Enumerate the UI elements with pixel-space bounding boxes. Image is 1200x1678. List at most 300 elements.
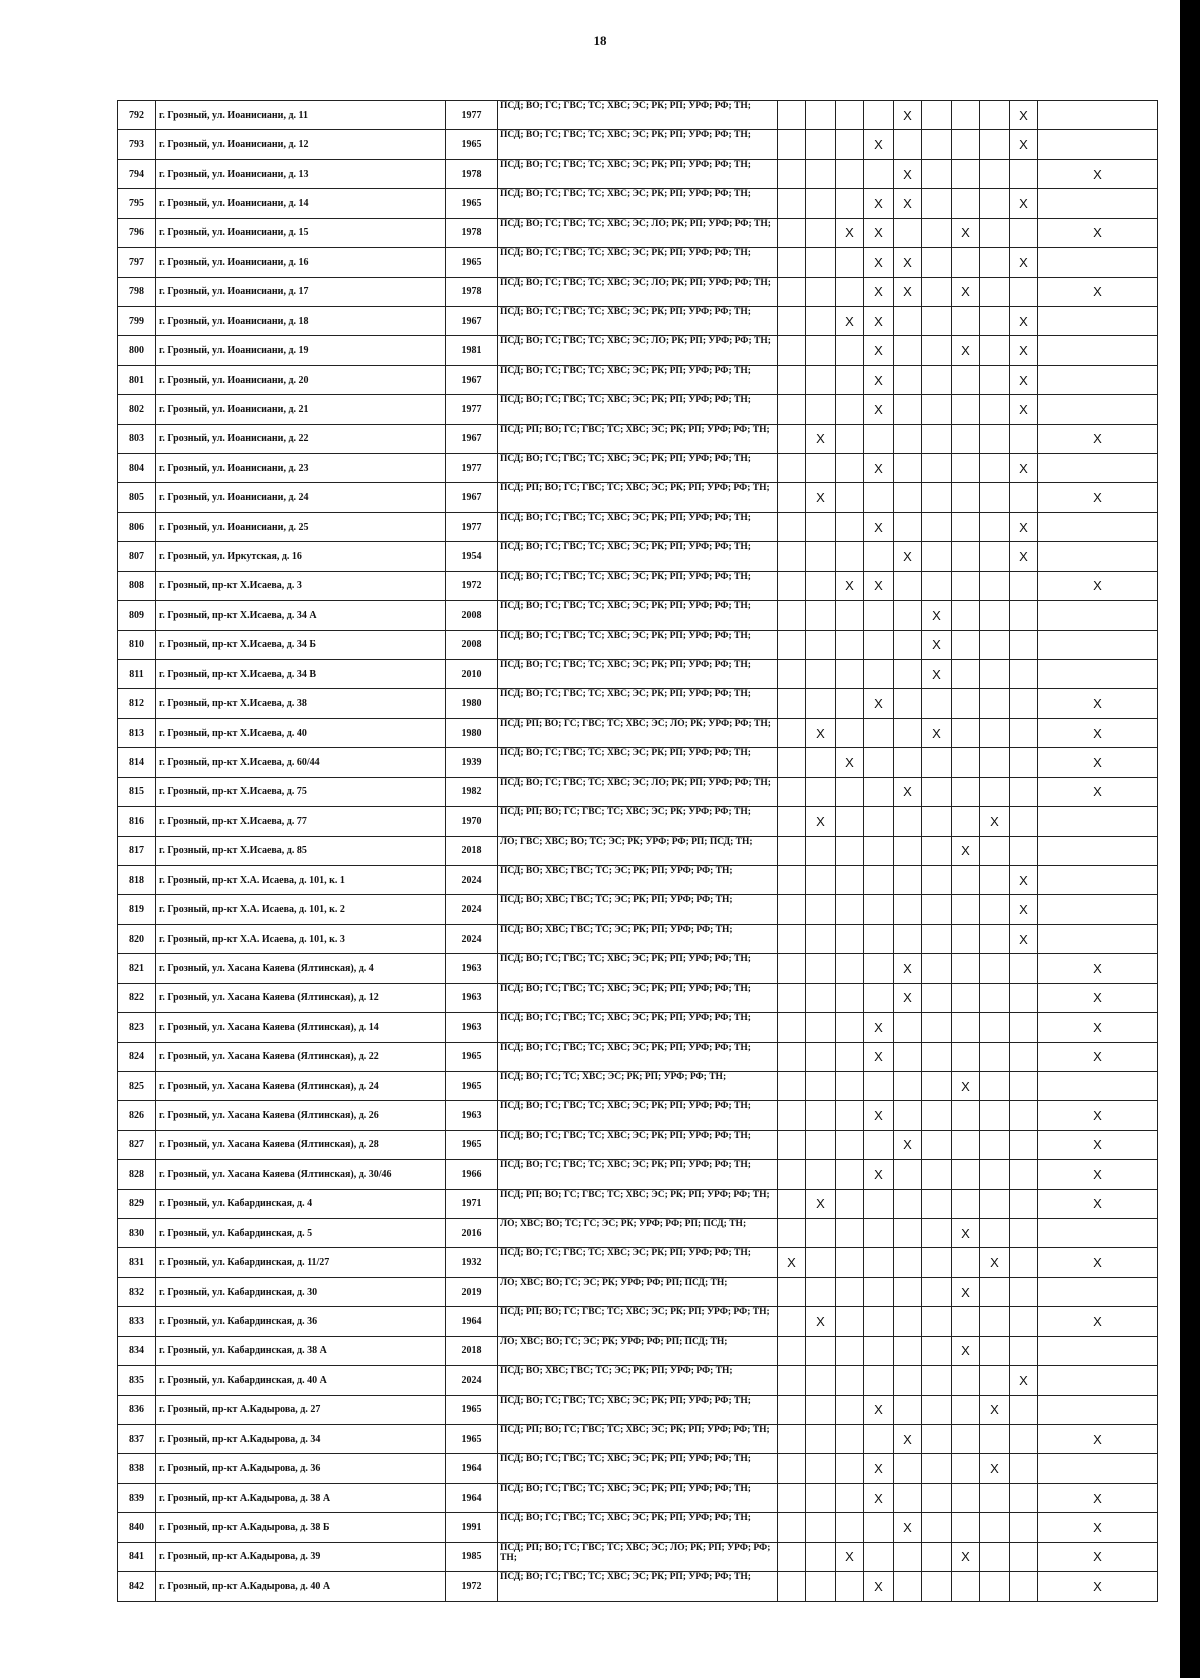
mark-cell [778,424,806,453]
address-cell: г. Грозный, ул. Иоанисиани, д. 24 [156,483,446,512]
mark-cell [1010,1071,1038,1100]
mark-cell [778,336,806,365]
mark-cell [952,159,980,188]
services-cell: ПСД; ВО; ГС; ГВС; ТС; ХВС; ЭС; РК; РП; УРФ; РФ; ТН; [498,306,778,335]
address-cell: г. Грозный, пр-кт А.Кадырова, д. 27 [156,1395,446,1424]
mark-cell: X [864,395,894,424]
mark-cell [836,1248,864,1277]
year-cell: 1971 [446,1189,498,1218]
address-cell: г. Грозный, ул. Иоанисиани, д. 11 [156,101,446,130]
mark-cell [778,571,806,600]
table-row [118,1101,1158,1130]
mark-cell [1010,718,1038,747]
year-cell: 1967 [446,365,498,394]
services-cell: ПСД; ВО; ХВС; ГВС; ТС; ЭС; РК; РП; УРФ; РФ; ТН; [498,1366,778,1395]
services-cell: ПСД; ВО; ГС; ГВС; ТС; ХВС; ЭС; РК; РП; УРФ; РФ; ТН; [498,1160,778,1189]
mark-cell [980,248,1010,277]
mark-cell: X [894,277,922,306]
table-row [118,1189,1158,1218]
services-cell: ПСД; ВО; ГС; ГВС; ТС; ХВС; ЭС; РК; РП; УРФ; РФ; ТН; [498,1130,778,1159]
services-cell: ПСД; ВО; ГС; ГВС; ТС; ХВС; ЭС; РК; РП; УРФ; РФ; ТН; [498,130,778,159]
mark-cell [1038,512,1158,541]
address-cell: г. Грозный, ул. Хасана Каяева (Ялтинская), д. 12 [156,983,446,1012]
year-cell: 1981 [446,336,498,365]
address-cell: г. Грозный, пр-кт Х.А. Исаева, д. 101, к. 3 [156,924,446,953]
mark-cell [778,954,806,983]
row-number: 833 [118,1307,156,1336]
mark-cell: X [894,248,922,277]
year-cell: 1978 [446,218,498,247]
mark-cell [980,571,1010,600]
services-cell: ПСД; ВО; ГС; ГВС; ТС; ХВС; ЭС; ЛО; РК; РП; УРФ; РФ; ТН; [498,336,778,365]
table-row [118,571,1158,600]
services-cell: ПСД; ВО; ГС; ТС; ХВС; ЭС; РК; РП; УРФ; РФ; ТН; [498,1071,778,1100]
services-cell: ПСД; ВО; ГС; ГВС; ТС; ХВС; ЭС; РК; РП; УРФ; РФ; ТН; [498,395,778,424]
address-cell: г. Грозный, ул. Кабардинская, д. 38 А [156,1336,446,1365]
mark-cell [952,777,980,806]
row-number: 822 [118,983,156,1012]
table-row [118,748,1158,777]
mark-cell: X [864,1013,894,1042]
mark-cell [980,865,1010,894]
year-cell: 1965 [446,1395,498,1424]
mark-cell [836,336,864,365]
services-cell: ПСД; ВО; ГС; ГВС; ТС; ХВС; ЭС; РК; РП; УРФ; РФ; ТН; [498,983,778,1012]
mark-cell [894,1101,922,1130]
mark-cell [980,777,1010,806]
mark-cell [1010,277,1038,306]
mark-cell [894,218,922,247]
mark-cell [1038,336,1158,365]
mark-cell [894,1042,922,1071]
mark-cell [922,454,952,483]
table-row [118,395,1158,424]
row-number: 808 [118,571,156,600]
mark-cell [806,277,836,306]
table-row [118,1071,1158,1100]
mark-cell [806,1336,836,1365]
services-cell: ЛО; ГВС; ХВС; ВО; ТС; ЭС; РК; УРФ; РФ; РП; ПСД; ТН; [498,836,778,865]
year-cell: 1966 [446,1160,498,1189]
mark-cell [836,1130,864,1159]
mark-cell [922,1042,952,1071]
mark-cell [894,1248,922,1277]
mark-cell [836,101,864,130]
address-cell: г. Грозный, пр-кт Х.Исаева, д. 75 [156,777,446,806]
mark-cell [922,1366,952,1395]
services-cell: ПСД; ВО; ГС; ГВС; ТС; ХВС; ЭС; РК; РП; УРФ; РФ; ТН; [498,454,778,483]
row-number: 812 [118,689,156,718]
table-row [118,218,1158,247]
mark-cell [778,1424,806,1453]
mark-cell [922,1542,952,1571]
table-row [118,1366,1158,1395]
mark-cell [922,130,952,159]
mark-cell [922,1219,952,1248]
mark-cell: X [952,1071,980,1100]
mark-cell [778,218,806,247]
mark-cell [980,601,1010,630]
year-cell: 2024 [446,865,498,894]
year-cell: 1964 [446,1307,498,1336]
mark-cell [922,424,952,453]
mark-cell [836,1160,864,1189]
services-cell: ПСД; РП; ВО; ГС; ГВС; ТС; ХВС; ЭС; РК; РП; УРФ; РФ; ТН; [498,424,778,453]
mark-cell [836,1277,864,1306]
mark-cell [980,1513,1010,1542]
mark-cell: X [806,1307,836,1336]
mark-cell [806,365,836,394]
mark-cell [806,954,836,983]
mark-cell: X [1010,336,1038,365]
mark-cell [836,865,864,894]
table-row [118,483,1158,512]
year-cell: 2024 [446,924,498,953]
mark-cell [1038,395,1158,424]
table-body [118,101,1158,1602]
mark-cell [806,836,836,865]
address-cell: г. Грозный, пр-кт А.Кадырова, д. 38 А [156,1483,446,1512]
mark-cell [836,483,864,512]
row-number: 792 [118,101,156,130]
address-cell: г. Грозный, ул. Кабардинская, д. 4 [156,1189,446,1218]
row-number: 807 [118,542,156,571]
mark-cell [836,365,864,394]
table-row [118,1395,1158,1424]
mark-cell [806,1366,836,1395]
services-cell: ПСД; РП; ВО; ГС; ГВС; ТС; ХВС; ЭС; РК; РП; УРФ; РФ; ТН; [498,483,778,512]
year-cell: 1980 [446,718,498,747]
address-cell: г. Грозный, ул. Иоанисиани, д. 13 [156,159,446,188]
year-cell: 2018 [446,836,498,865]
address-cell: г. Грозный, ул. Иркутская, д. 16 [156,542,446,571]
table-row [118,954,1158,983]
services-cell: ПСД; ВО; ГС; ГВС; ТС; ХВС; ЭС; ЛО; РК; РП; УРФ; РФ; ТН; [498,277,778,306]
mark-cell: X [836,218,864,247]
mark-cell [922,1572,952,1601]
mark-cell [778,1189,806,1218]
mark-cell [952,1101,980,1130]
year-cell: 1965 [446,1424,498,1453]
mark-cell: X [864,248,894,277]
mark-cell: X [1038,1130,1158,1159]
mark-cell [1010,571,1038,600]
row-number: 809 [118,601,156,630]
mark-cell [1038,248,1158,277]
mark-cell [980,159,1010,188]
mark-cell [922,159,952,188]
mark-cell [952,483,980,512]
year-cell: 1978 [446,159,498,188]
services-cell: ПСД; ВО; ГС; ГВС; ТС; ХВС; ЭС; РК; РП; УРФ; РФ; ТН; [498,954,778,983]
mark-cell [806,1572,836,1601]
mark-cell: X [864,189,894,218]
mark-cell [1038,807,1158,836]
row-number: 840 [118,1513,156,1542]
mark-cell [864,895,894,924]
mark-cell [980,277,1010,306]
mark-cell [778,1101,806,1130]
mark-cell [836,1042,864,1071]
mark-cell [894,424,922,453]
mark-cell: X [864,1101,894,1130]
year-cell: 1977 [446,101,498,130]
mark-cell [806,1160,836,1189]
mark-cell [1038,306,1158,335]
mark-cell [1038,1366,1158,1395]
mark-cell: X [1038,954,1158,983]
mark-cell [1010,601,1038,630]
mark-cell [836,1513,864,1542]
mark-cell [980,689,1010,718]
mark-cell: X [1038,159,1158,188]
table-row [118,1454,1158,1483]
row-number: 841 [118,1542,156,1571]
mark-cell [980,189,1010,218]
mark-cell [980,483,1010,512]
mark-cell [1010,777,1038,806]
mark-cell: X [806,718,836,747]
mark-cell [778,130,806,159]
mark-cell [1010,689,1038,718]
year-cell: 2019 [446,1277,498,1306]
mark-cell [980,836,1010,865]
mark-cell [1010,748,1038,777]
mark-cell [980,748,1010,777]
housing-table [117,100,1158,1602]
scan-edge-bar [1180,0,1200,1678]
mark-cell [836,660,864,689]
mark-cell [864,1071,894,1100]
mark-cell [806,983,836,1012]
address-cell: г. Грозный, пр-кт Х.Исаева, д. 34 А [156,601,446,630]
mark-cell [922,865,952,894]
services-cell: ПСД; ВО; ГС; ГВС; ТС; ХВС; ЭС; РК; РП; УРФ; РФ; ТН; [498,689,778,718]
mark-cell [806,1483,836,1512]
mark-cell [922,483,952,512]
mark-cell [778,689,806,718]
mark-cell [1038,454,1158,483]
mark-cell [806,159,836,188]
row-number: 818 [118,865,156,894]
year-cell: 1965 [446,1071,498,1100]
mark-cell: X [864,218,894,247]
mark-cell: X [1038,718,1158,747]
mark-cell [806,895,836,924]
mark-cell [778,1454,806,1483]
mark-cell: X [836,306,864,335]
year-cell: 1967 [446,306,498,335]
mark-cell [894,130,922,159]
address-cell: г. Грозный, пр-кт Х.Исаева, д. 34 Б [156,630,446,659]
mark-cell [864,865,894,894]
mark-cell: X [836,1542,864,1571]
year-cell: 2008 [446,601,498,630]
mark-cell [952,512,980,541]
table-row [118,365,1158,394]
mark-cell [836,1483,864,1512]
mark-cell [952,101,980,130]
mark-cell [864,101,894,130]
mark-cell [836,1572,864,1601]
mark-cell [1038,895,1158,924]
table-row [118,1248,1158,1277]
row-number: 815 [118,777,156,806]
mark-cell [836,1424,864,1453]
mark-cell [952,924,980,953]
mark-cell [778,483,806,512]
mark-cell [1010,1513,1038,1542]
table-row [118,277,1158,306]
mark-cell: X [1038,218,1158,247]
address-cell: г. Грозный, ул. Кабардинская, д. 11/27 [156,1248,446,1277]
address-cell: г. Грозный, ул. Кабардинская, д. 5 [156,1219,446,1248]
mark-cell [806,1248,836,1277]
row-number: 824 [118,1042,156,1071]
mark-cell [1010,1542,1038,1571]
services-cell: ПСД; ВО; ГС; ГВС; ТС; ХВС; ЭС; РК; РП; УРФ; РФ; ТН; [498,542,778,571]
mark-cell [778,159,806,188]
mark-cell [806,336,836,365]
table-row [118,1130,1158,1159]
services-cell: ПСД; ВО; ХВС; ГВС; ТС; ЭС; РК; РП; УРФ; РФ; ТН; [498,865,778,894]
address-cell: г. Грозный, пр-кт А.Кадырова, д. 38 Б [156,1513,446,1542]
services-cell: ПСД; ВО; ГС; ГВС; ТС; ХВС; ЭС; РК; РП; УРФ; РФ; ТН; [498,1513,778,1542]
year-cell: 1965 [446,130,498,159]
mark-cell [778,777,806,806]
mark-cell: X [952,336,980,365]
mark-cell: X [1010,865,1038,894]
table-row [118,1424,1158,1453]
mark-cell [806,1101,836,1130]
mark-cell [864,1424,894,1453]
mark-cell [864,660,894,689]
row-number: 834 [118,1336,156,1365]
table-row [118,1307,1158,1336]
mark-cell: X [1010,924,1038,953]
mark-cell [980,1542,1010,1571]
mark-cell [778,836,806,865]
address-cell: г. Грозный, пр-кт А.Кадырова, д. 36 [156,1454,446,1483]
mark-cell [778,365,806,394]
mark-cell [836,954,864,983]
mark-cell [980,630,1010,659]
mark-cell [836,1101,864,1130]
mark-cell [980,542,1010,571]
table-row [118,1483,1158,1512]
mark-cell [864,1542,894,1571]
mark-cell: X [894,777,922,806]
mark-cell: X [894,983,922,1012]
year-cell: 2008 [446,630,498,659]
mark-cell [980,983,1010,1012]
services-cell: ПСД; ВО; ХВС; ГВС; ТС; ЭС; РК; РП; УРФ; РФ; ТН; [498,924,778,953]
mark-cell [778,1013,806,1042]
mark-cell [836,1013,864,1042]
mark-cell [952,1424,980,1453]
mark-cell [864,1277,894,1306]
mark-cell [894,836,922,865]
table-row [118,454,1158,483]
mark-cell [864,954,894,983]
mark-cell: X [1038,1160,1158,1189]
mark-cell: X [1038,748,1158,777]
address-cell: г. Грозный, ул. Кабардинская, д. 30 [156,1277,446,1306]
mark-cell: X [864,1454,894,1483]
mark-cell [836,1454,864,1483]
mark-cell [1010,1483,1038,1512]
mark-cell [1038,1219,1158,1248]
year-cell: 1970 [446,807,498,836]
mark-cell [894,336,922,365]
services-cell: ПСД; ВО; ГС; ГВС; ТС; ХВС; ЭС; ЛО; РК; РП; УРФ; РФ; ТН; [498,218,778,247]
services-cell: ЛО; ХВС; ВО; ГС; ЭС; РК; УРФ; РФ; РП; ПСД; ТН; [498,1277,778,1306]
mark-cell: X [864,277,894,306]
mark-cell [806,660,836,689]
mark-cell [952,1366,980,1395]
table-row [118,130,1158,159]
mark-cell [894,571,922,600]
mark-cell [1010,807,1038,836]
mark-cell [980,718,1010,747]
table-row [118,983,1158,1012]
mark-cell: X [864,1483,894,1512]
mark-cell [952,1160,980,1189]
services-cell: ПСД; ВО; ГС; ГВС; ТС; ХВС; ЭС; РК; РП; УРФ; РФ; ТН; [498,601,778,630]
mark-cell [806,1424,836,1453]
address-cell: г. Грозный, ул. Иоанисиани, д. 19 [156,336,446,365]
services-cell: ПСД; ВО; ГС; ГВС; ТС; ХВС; ЭС; РК; РП; УРФ; РФ; ТН; [498,1248,778,1277]
mark-cell: X [1038,571,1158,600]
mark-cell [778,718,806,747]
mark-cell [952,601,980,630]
mark-cell: X [1038,983,1158,1012]
mark-cell [864,159,894,188]
mark-cell [806,748,836,777]
row-number: 819 [118,895,156,924]
mark-cell: X [864,130,894,159]
services-cell: ПСД; ВО; ХВС; ГВС; ТС; ЭС; РК; РП; УРФ; РФ; ТН; [498,895,778,924]
mark-cell [922,1071,952,1100]
year-cell: 1963 [446,1101,498,1130]
mark-cell [864,630,894,659]
year-cell: 1977 [446,395,498,424]
mark-cell [894,601,922,630]
row-number: 821 [118,954,156,983]
services-cell: ПСД; РП; ВО; ГС; ГВС; ТС; ХВС; ЭС; ЛО; РК; РП; УРФ; РФ; ТН; [498,1542,778,1571]
table-row [118,601,1158,630]
mark-cell [952,1248,980,1277]
mark-cell [894,807,922,836]
services-cell: ПСД; ВО; ГС; ГВС; ТС; ХВС; ЭС; РК; РП; УРФ; РФ; ТН; [498,189,778,218]
mark-cell [894,1542,922,1571]
mark-cell [952,1013,980,1042]
mark-cell [836,1071,864,1100]
mark-cell [778,542,806,571]
address-cell: г. Грозный, ул. Иоанисиани, д. 18 [156,306,446,335]
mark-cell [894,1395,922,1424]
mark-cell [894,512,922,541]
mark-cell [980,101,1010,130]
mark-cell [778,277,806,306]
mark-cell [778,454,806,483]
mark-cell [836,1366,864,1395]
mark-cell [864,777,894,806]
mark-cell [806,630,836,659]
mark-cell: X [894,101,922,130]
row-number: 799 [118,306,156,335]
mark-cell [806,395,836,424]
